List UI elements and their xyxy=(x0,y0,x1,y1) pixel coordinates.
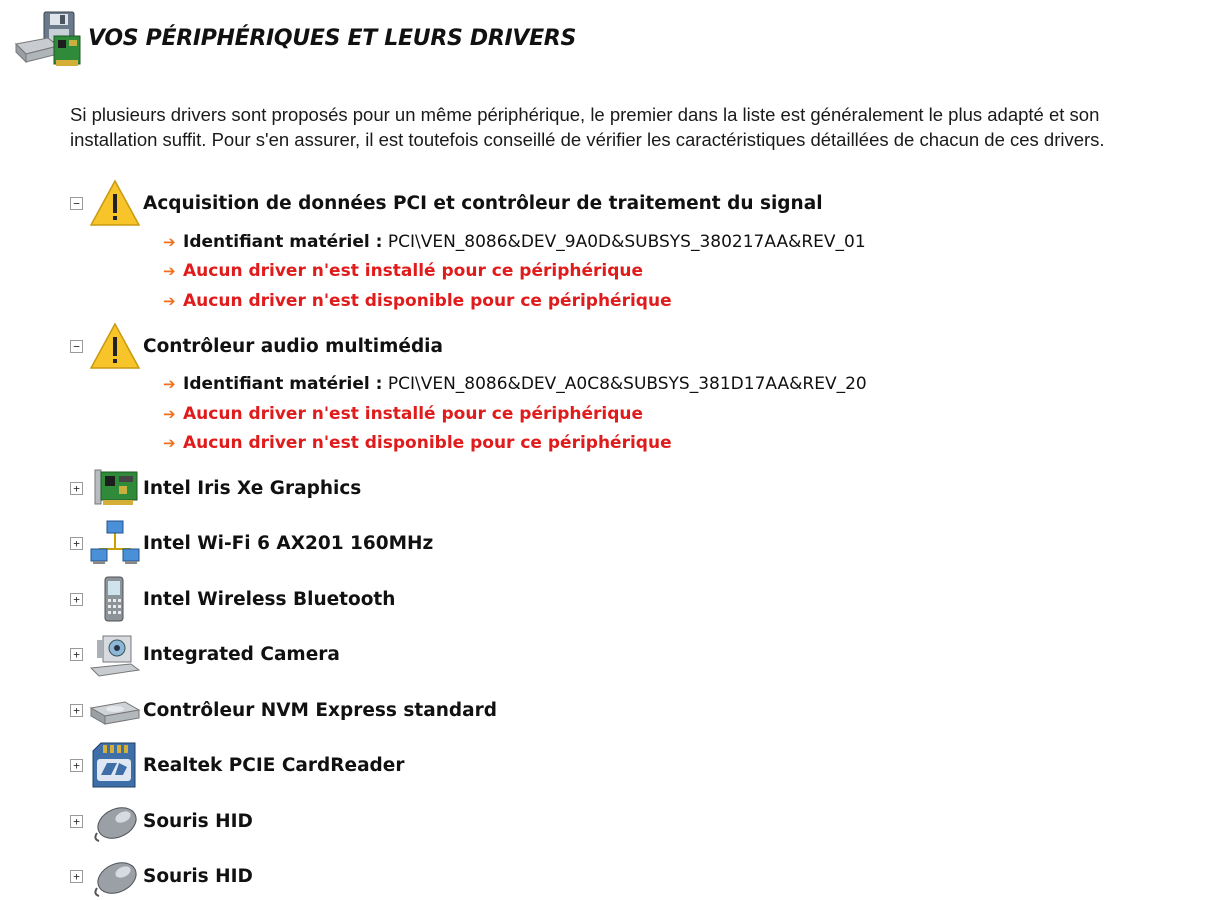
expand-toggle[interactable]: + xyxy=(70,704,83,717)
hardware-id-line xyxy=(163,371,867,397)
device-row[interactable] xyxy=(70,686,497,734)
mouse-icon xyxy=(89,797,141,845)
warning-icon xyxy=(89,179,141,227)
error-line xyxy=(163,288,672,314)
collapse-toggle[interactable]: − xyxy=(70,197,83,210)
camera-icon xyxy=(89,630,141,678)
device-name: Realtek PCIE CardReader xyxy=(143,754,405,776)
device-name: Souris HID xyxy=(143,865,253,887)
hardware-id-line xyxy=(163,229,866,255)
arrow-right-icon: ➔ xyxy=(163,262,176,280)
page-header xyxy=(14,10,576,74)
arrow-right-icon: ➔ xyxy=(163,292,176,310)
hardware-id-label: Identifiant matériel : xyxy=(183,232,383,252)
graphics-card-icon xyxy=(89,464,141,512)
expand-toggle[interactable]: + xyxy=(70,759,83,772)
disk-drivers-icon xyxy=(14,10,82,74)
device-row[interactable] xyxy=(70,179,823,227)
hardware-id-label: Identifiant matériel : xyxy=(183,374,383,394)
device-name: Intel Wi-Fi 6 AX201 160MHz xyxy=(143,532,434,554)
device-row[interactable] xyxy=(70,797,253,845)
device-row[interactable] xyxy=(70,852,253,900)
expand-toggle[interactable]: + xyxy=(70,482,83,495)
device-row[interactable] xyxy=(70,741,404,789)
device-name: Intel Iris Xe Graphics xyxy=(143,477,362,499)
expand-toggle[interactable]: + xyxy=(70,815,83,828)
device-row[interactable] xyxy=(70,630,340,678)
page-title: VOS PÉRIPHÉRIQUES ET LEURS DRIVERS xyxy=(88,25,576,51)
hard-drive-icon xyxy=(89,686,141,734)
hardware-id-value: PCI\VEN_8086&DEV_9A0D&SUBSYS_380217AA&REV_01 xyxy=(387,232,866,252)
hardware-id-value: PCI\VEN_8086&DEV_A0C8&SUBSYS_381D17AA&REV_20 xyxy=(387,374,867,394)
expand-toggle[interactable]: + xyxy=(70,648,83,661)
expand-toggle[interactable]: + xyxy=(70,870,83,883)
phone-icon xyxy=(89,575,141,623)
error-line xyxy=(163,401,643,427)
device-name: Acquisition de données PCI et contrôleur de traitement du signal xyxy=(143,192,823,214)
device-name: Contrôleur audio multimédia xyxy=(143,335,444,357)
no-driver-installed-text: Aucun driver n'est installé pour ce périphérique xyxy=(183,261,644,281)
warning-icon xyxy=(89,322,141,370)
device-name: Integrated Camera xyxy=(143,643,340,665)
arrow-right-icon: ➔ xyxy=(163,434,176,452)
arrow-right-icon: ➔ xyxy=(163,375,176,393)
intro-text: Si plusieurs drivers sont proposés pour un même périphérique, le premier dans la liste est généralement le plus adapté et son installation suffit. Pour s'en assurer, il est toutefois conseillé de vérifier les caractéristiques détaillées de chacun de ces drivers. xyxy=(70,104,1105,150)
device-name: Souris HID xyxy=(143,810,253,832)
collapse-toggle[interactable]: − xyxy=(70,340,83,353)
error-line xyxy=(163,258,643,284)
mouse-icon xyxy=(89,852,141,900)
device-name: Intel Wireless Bluetooth xyxy=(143,588,396,610)
no-driver-available-text: Aucun driver n'est disponible pour ce périphérique xyxy=(183,433,672,453)
network-icon xyxy=(89,519,141,567)
no-driver-installed-text: Aucun driver n'est installé pour ce périphérique xyxy=(183,404,644,424)
sd-card-icon xyxy=(89,741,141,789)
device-name: Contrôleur NVM Express standard xyxy=(143,699,497,721)
device-row[interactable] xyxy=(70,519,433,567)
device-row[interactable] xyxy=(70,464,361,512)
expand-toggle[interactable]: + xyxy=(70,537,83,550)
arrow-right-icon: ➔ xyxy=(163,233,176,251)
expand-toggle[interactable]: + xyxy=(70,593,83,606)
error-line xyxy=(163,430,672,456)
no-driver-available-text: Aucun driver n'est disponible pour ce périphérique xyxy=(183,291,672,311)
arrow-right-icon: ➔ xyxy=(163,405,176,423)
device-row[interactable] xyxy=(70,322,443,370)
device-row[interactable] xyxy=(70,575,395,623)
